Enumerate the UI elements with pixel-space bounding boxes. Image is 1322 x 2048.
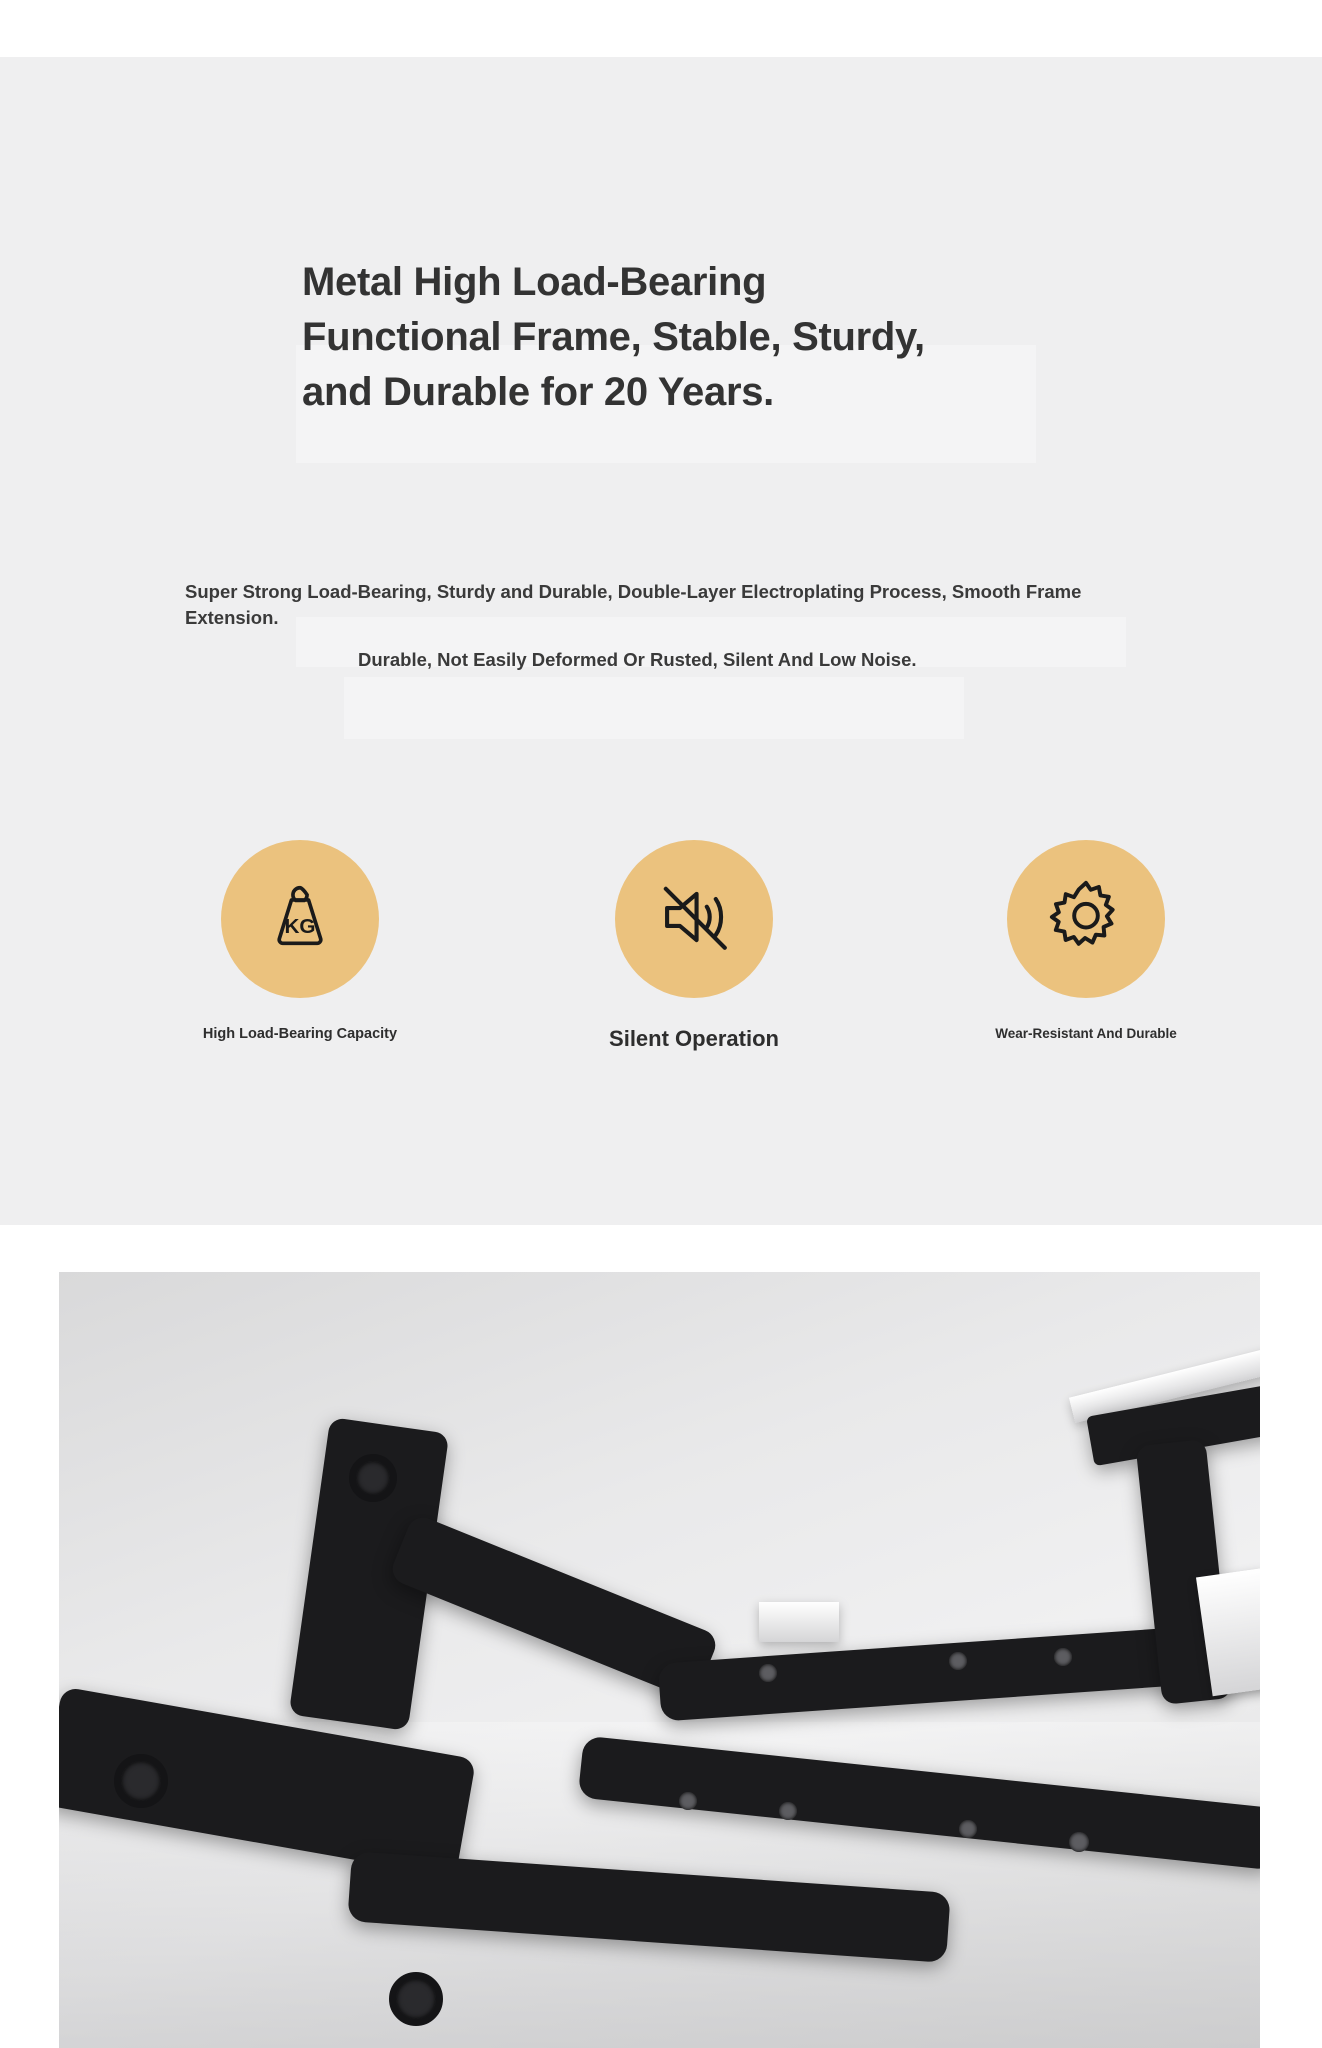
feature-row: [0, 840, 1322, 1120]
feature-label: Silent Operation: [609, 1026, 779, 1051]
feature-label: Wear-Resistant And Durable: [995, 1026, 1177, 1041]
frame-hole: [759, 1664, 777, 1682]
feature-wear-resistant: [916, 840, 1256, 1041]
top-white-strip: [0, 0, 1322, 57]
decorative-block-3: [344, 677, 964, 739]
frame-hole: [1069, 1832, 1089, 1852]
feature-icon-circle: [221, 840, 379, 998]
section-divider: [0, 1225, 1322, 1272]
white-block-center: [759, 1602, 839, 1642]
metal-recliner-frame-photo: [59, 1272, 1260, 2048]
gear-icon: [1044, 875, 1128, 964]
subtitle-secondary: Durable, Not Easily Deformed Or Rusted, Silent And Low Noise.: [358, 648, 917, 670]
mute-speaker-icon: [653, 876, 735, 963]
frame-pivot-left-top: [349, 1454, 397, 1502]
feature-label: High Load-Bearing Capacity: [202, 1026, 398, 1042]
frame-hole: [959, 1820, 977, 1838]
feature-high-load-bearing: [130, 840, 470, 1042]
svg-text:KG: KG: [284, 914, 316, 938]
page-title: Metal High Load-Bearing Functional Frame, Stable, Sturdy, and Durable for 20 Years.: [302, 259, 925, 414]
feature-icon-circle: [615, 840, 773, 998]
frame-pivot-bottom: [389, 1972, 443, 2026]
frame-hole: [1054, 1648, 1072, 1666]
feature-icon-circle: [1007, 840, 1165, 998]
weight-kg-icon: [261, 878, 339, 961]
subtitle-primary: Super Strong Load-Bearing, Sturdy and Durable, Double-Layer Electroplating Process, Smooth Frame Extension.: [185, 580, 1082, 628]
frame-hole: [779, 1802, 797, 1820]
frame-hole: [949, 1652, 967, 1670]
frame-hole: [679, 1792, 697, 1810]
frame-pivot-left-bottom: [114, 1754, 168, 1808]
feature-silent-operation: [524, 840, 864, 1052]
photo-right-white-notch: [1260, 1272, 1322, 1352]
